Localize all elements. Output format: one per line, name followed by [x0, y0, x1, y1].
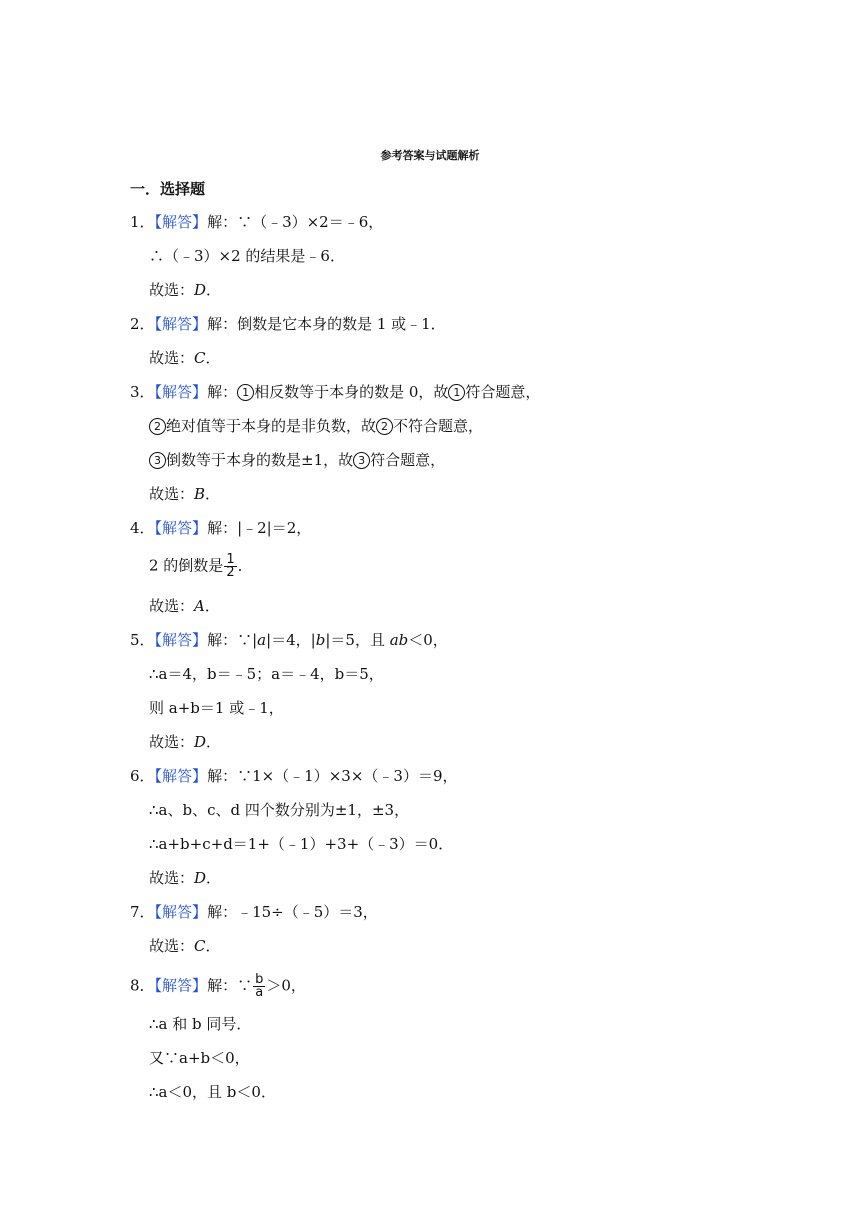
circled-number-1: 1 [448, 384, 465, 401]
q4-line1: 4．【解答】解：|﹣2|＝2， [130, 519, 312, 537]
circled-number-1: 1 [237, 384, 254, 401]
fraction: $\frac{1}{2}$ [226, 552, 235, 580]
q6-choice: 故选：D． [149, 869, 222, 887]
q6-line3: ∴a+b+c+d＝1+（﹣1）+3+（﹣3）＝0． [149, 835, 454, 853]
section-heading: 一．选择题 [130, 180, 206, 198]
q1-line2: ∴（﹣3）×2 的结果是﹣6． [149, 247, 345, 265]
circled-number-2: 2 [149, 418, 166, 435]
answer-tag[interactable]: 【解答】 [154, 767, 208, 785]
page-title: 参考答案与试题解析 [380, 149, 480, 162]
answer-tag[interactable]: 【解答】 [154, 903, 208, 921]
q3-line1: 3．【解答】解： 1 相反数等于本身的数是 0，故 1 符合题意， [130, 383, 541, 401]
q8-line3: 又∵a+b＜0， [149, 1049, 250, 1067]
q5-line3: 则 a+b＝1 或﹣1， [149, 699, 284, 717]
q3-choice: 故选：B． [149, 485, 221, 503]
q3-line3: 3 倒数等于本身的数是±1，故 3 符合题意， [149, 450, 445, 470]
q6-line2: ∴a、b、c、d 四个数分别为±1，±3， [149, 801, 410, 819]
q7-line1: 7．【解答】解：﹣15÷（﹣5）＝3， [130, 903, 378, 921]
q6-line1: 6．【解答】解：∵1×（﹣1）×3×（﹣3）＝9， [130, 767, 458, 785]
answer-tag[interactable]: 【解答】 [154, 631, 208, 649]
q8-line4: ∴a＜0，且 b＜0． [149, 1083, 276, 1101]
q5-line2: ∴a＝4，b＝﹣5；a＝﹣4，b＝5， [149, 665, 384, 683]
circled-number-2: 2 [376, 418, 393, 435]
q5-line1: 5．【解答】解：∵|a|＝4，|b|＝5，且 ab＜0， [130, 631, 448, 649]
answer-tag[interactable]: 【解答】 [154, 213, 208, 231]
fraction: $\frac{b}{a}$ [255, 972, 264, 1000]
q8-line2: ∴a 和 b 同号． [149, 1015, 252, 1033]
q3-line2: 2 绝对值等于本身的是非负数，故 2 不符合题意， [149, 416, 483, 436]
circled-number-3: 3 [353, 452, 370, 469]
q1-line1: 1．【解答】解：∵（﹣3）×2＝﹣6， [130, 213, 384, 231]
answer-tag[interactable]: 【解答】 [154, 315, 208, 333]
q7-choice: 故选：C． [149, 937, 221, 955]
answer-tag[interactable]: 【解答】 [154, 976, 208, 995]
q2-line1: 2．【解答】解：倒数是它本身的数是 1 或﹣1． [130, 315, 446, 333]
answer-tag[interactable]: 【解答】 [154, 519, 208, 537]
circled-number-3: 3 [149, 452, 166, 469]
q1-choice: 故选：D． [149, 281, 222, 299]
q5-choice: 故选：D． [149, 733, 222, 751]
q4-choice: 故选：A． [149, 597, 220, 615]
q2-choice: 故选：C． [149, 349, 221, 367]
q8-line1: 8．【解答】解：∵ $\frac{b}{a}$ ＞0， [130, 972, 306, 1000]
answer-tag[interactable]: 【解答】 [154, 383, 208, 401]
q4-line2: 2 的倒数是 $\frac{1}{2}$ ． [149, 552, 253, 580]
